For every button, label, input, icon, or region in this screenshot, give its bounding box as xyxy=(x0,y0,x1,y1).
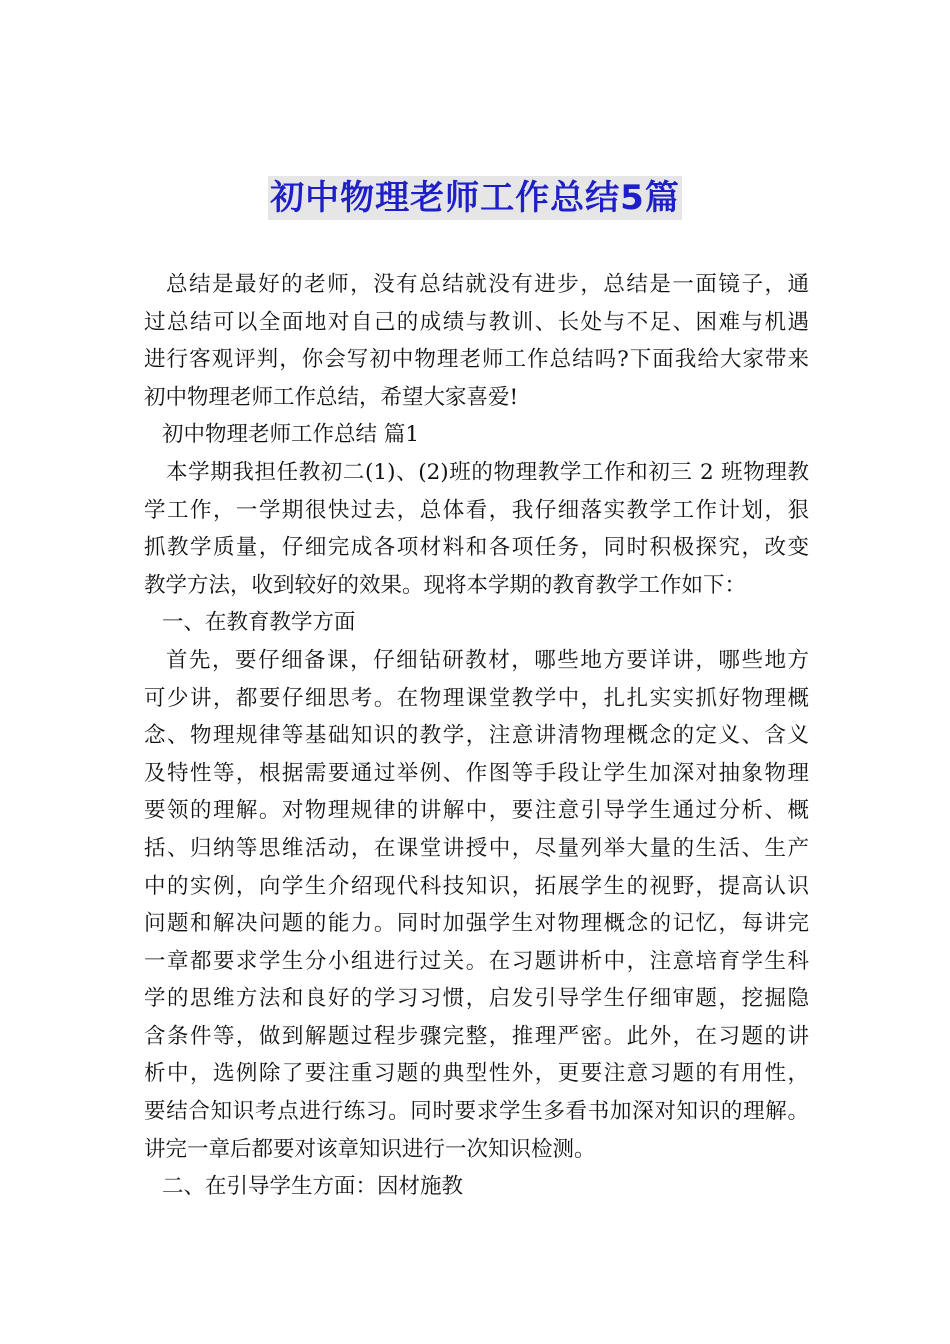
heading-teaching: 一、在教育教学方面 xyxy=(162,610,356,636)
heading-guidance: 二、在引导学生方面：因材施教 xyxy=(162,1174,464,1200)
text-line: 问题和解决问题的能力。同时加强学生对物理概念的记忆，每讲完 xyxy=(144,911,809,937)
text-line: 括、归纳等思维活动，在课堂讲授中，尽量列举大量的生活、生产 xyxy=(144,835,809,861)
text-line: 讲完一章后都要对该章知识进行一次知识检测。 xyxy=(144,1136,596,1162)
text-line: 中的实例，向学生介绍现代科技知识，拓展学生的视野，提高认识 xyxy=(144,873,809,899)
text-line: 及特性等，根据需要通过举例、作图等手段让学生加深对抽象物理 xyxy=(144,760,809,786)
text-line: 含条件等，做到解题过程步骤完整，推理严密。此外，在习题的讲 xyxy=(144,1023,809,1049)
text-line: 学的思维方法和良好的学习习惯，启发引导学生仔细审题，挖掘隐 xyxy=(144,986,809,1012)
text-line: 过总结可以全面地对自己的成绩与教训、长处与不足、困难与机遇 xyxy=(144,309,809,335)
text-line: 念、物理规律等基础知识的教学，注意讲清物理概念的定义、含义 xyxy=(144,723,809,749)
paragraph-2 xyxy=(144,642,809,1168)
text-line: 可少讲，都要仔细思考。在物理课堂教学中，扎扎实实抓好物理概 xyxy=(144,685,809,711)
text-line: 教学方法，收到较好的效果。现将本学期的教育教学工作如下： xyxy=(144,572,747,598)
paragraph-1 xyxy=(144,454,809,604)
intro-paragraph xyxy=(144,266,809,416)
text-line: 进行客观评判，你会写初中物理老师工作总结吗?下面我给大家带来 xyxy=(144,347,809,373)
text-line: 首先，要仔细备课，仔细钻研教材，哪些地方要详讲，哪些地方 xyxy=(166,647,809,673)
text-line: 抓教学质量，仔细完成各项材料和各项任务，同时积极探究，改变 xyxy=(144,535,809,561)
text-line: 要领的理解。对物理规律的讲解中，要注意引导学生通过分析、概 xyxy=(144,798,809,824)
text-line: 初中物理老师工作总结，希望大家喜爱! xyxy=(144,384,519,410)
text-line: 析中，选例除了要注重习题的典型性外，更要注意习题的有用性， xyxy=(144,1061,809,1087)
title-container xyxy=(0,176,950,220)
text-line: 总结是最好的老师，没有总结就没有进步，总结是一面镜子，通 xyxy=(166,272,809,297)
section-title: 初中物理老师工作总结 篇1 xyxy=(162,422,420,448)
text-line: 一章都要求学生分小组进行过关。在习题讲析中，注意培育学生科 xyxy=(144,948,809,974)
document-title: 初中物理老师工作总结5篇 xyxy=(270,178,680,218)
text-line: 学工作，一学期很快过去，总体看，我仔细落实教学工作计划，狠 xyxy=(144,497,809,523)
text-line: 本学期我担任教初二(1)、(2)班的物理教学工作和初三 2 班物理教 xyxy=(166,459,809,485)
text-line: 要结合知识考点进行练习。同时要求学生多看书加深对知识的理解。 xyxy=(144,1099,809,1125)
document-body xyxy=(144,266,809,1206)
